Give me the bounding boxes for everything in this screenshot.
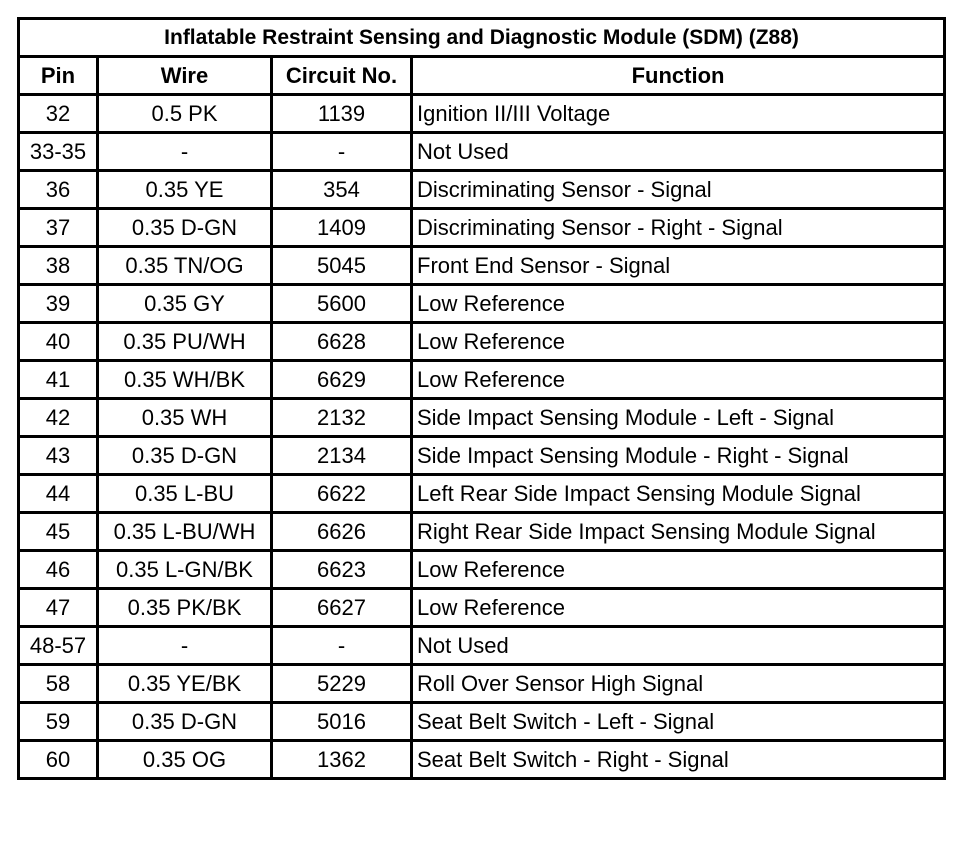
table-row [19, 665, 945, 703]
function-cell: Side Impact Sensing Module - Right - Signal [412, 437, 945, 475]
table-row [19, 323, 945, 361]
circuit-cell: 1409 [272, 209, 412, 247]
table-row [19, 247, 945, 285]
pin-cell: 59 [19, 703, 98, 741]
function-cell: Discriminating Sensor - Signal [412, 171, 945, 209]
table-row [19, 589, 945, 627]
circuit-cell: 5016 [272, 703, 412, 741]
table-row [19, 475, 945, 513]
circuit-cell: 2134 [272, 437, 412, 475]
table-row [19, 551, 945, 589]
table-row [19, 285, 945, 323]
pin-cell: 48-57 [19, 627, 98, 665]
wire-cell: 0.35 PU/WH [98, 323, 272, 361]
circuit-cell: 2132 [272, 399, 412, 437]
wire-cell: 0.35 GY [98, 285, 272, 323]
wire-cell: 0.35 YE [98, 171, 272, 209]
pin-cell: 36 [19, 171, 98, 209]
wire-cell: 0.35 L-GN/BK [98, 551, 272, 589]
wire-cell: 0.35 OG [98, 741, 272, 779]
function-cell: Low Reference [412, 361, 945, 399]
column-header-wire: Wire [98, 57, 272, 95]
header-row [19, 57, 945, 95]
table-title: Inflatable Restraint Sensing and Diagnostic Module (SDM) (Z88) [19, 19, 945, 57]
pin-cell: 47 [19, 589, 98, 627]
pin-cell: 44 [19, 475, 98, 513]
connector-pinout-sheet [17, 17, 943, 780]
wire-cell: 0.35 L-BU [98, 475, 272, 513]
pin-cell: 43 [19, 437, 98, 475]
wire-cell: 0.35 WH [98, 399, 272, 437]
table-row [19, 437, 945, 475]
wire-cell: 0.35 WH/BK [98, 361, 272, 399]
wire-cell: 0.35 L-BU/WH [98, 513, 272, 551]
column-header-pin: Pin [19, 57, 98, 95]
pin-cell: 46 [19, 551, 98, 589]
table-row [19, 399, 945, 437]
pin-cell: 32 [19, 95, 98, 133]
function-cell: Low Reference [412, 285, 945, 323]
circuit-cell: - [272, 133, 412, 171]
function-cell: Roll Over Sensor High Signal [412, 665, 945, 703]
wire-cell: 0.35 D-GN [98, 437, 272, 475]
circuit-cell: 6626 [272, 513, 412, 551]
column-header-circuit: Circuit No. [272, 57, 412, 95]
circuit-cell: 6622 [272, 475, 412, 513]
function-cell: Left Rear Side Impact Sensing Module Signal [412, 475, 945, 513]
pin-cell: 45 [19, 513, 98, 551]
pin-cell: 60 [19, 741, 98, 779]
table-row [19, 741, 945, 779]
circuit-cell: 6623 [272, 551, 412, 589]
function-cell: Low Reference [412, 589, 945, 627]
wire-cell: 0.35 TN/OG [98, 247, 272, 285]
pinout-table-body [19, 95, 945, 779]
wire-cell: 0.35 D-GN [98, 209, 272, 247]
circuit-cell: 5045 [272, 247, 412, 285]
pin-cell: 38 [19, 247, 98, 285]
table-row [19, 133, 945, 171]
wire-cell: 0.35 PK/BK [98, 589, 272, 627]
circuit-cell: 1362 [272, 741, 412, 779]
pin-cell: 39 [19, 285, 98, 323]
function-cell: Not Used [412, 133, 945, 171]
function-cell: Ignition II/III Voltage [412, 95, 945, 133]
table-row [19, 703, 945, 741]
pin-cell: 40 [19, 323, 98, 361]
wire-cell: - [98, 627, 272, 665]
circuit-cell: 6629 [272, 361, 412, 399]
function-cell: Not Used [412, 627, 945, 665]
wire-cell: - [98, 133, 272, 171]
circuit-cell: 354 [272, 171, 412, 209]
function-cell: Right Rear Side Impact Sensing Module Signal [412, 513, 945, 551]
table-row [19, 513, 945, 551]
function-cell: Seat Belt Switch - Left - Signal [412, 703, 945, 741]
function-cell: Side Impact Sensing Module - Left - Signal [412, 399, 945, 437]
table-row [19, 171, 945, 209]
circuit-cell: 5600 [272, 285, 412, 323]
function-cell: Low Reference [412, 551, 945, 589]
table-row [19, 627, 945, 665]
wire-cell: 0.5 PK [98, 95, 272, 133]
pin-cell: 37 [19, 209, 98, 247]
pinout-table [17, 17, 946, 780]
pin-cell: 42 [19, 399, 98, 437]
function-cell: Front End Sensor - Signal [412, 247, 945, 285]
wire-cell: 0.35 D-GN [98, 703, 272, 741]
circuit-cell: 1139 [272, 95, 412, 133]
function-cell: Discriminating Sensor - Right - Signal [412, 209, 945, 247]
pin-cell: 41 [19, 361, 98, 399]
wire-cell: 0.35 YE/BK [98, 665, 272, 703]
function-cell: Seat Belt Switch - Right - Signal [412, 741, 945, 779]
circuit-cell: 5229 [272, 665, 412, 703]
title-row [19, 19, 945, 57]
table-row [19, 95, 945, 133]
column-header-function: Function [412, 57, 945, 95]
pin-cell: 58 [19, 665, 98, 703]
circuit-cell: 6627 [272, 589, 412, 627]
circuit-cell: - [272, 627, 412, 665]
pin-cell: 33-35 [19, 133, 98, 171]
function-cell: Low Reference [412, 323, 945, 361]
table-row [19, 209, 945, 247]
circuit-cell: 6628 [272, 323, 412, 361]
table-row [19, 361, 945, 399]
